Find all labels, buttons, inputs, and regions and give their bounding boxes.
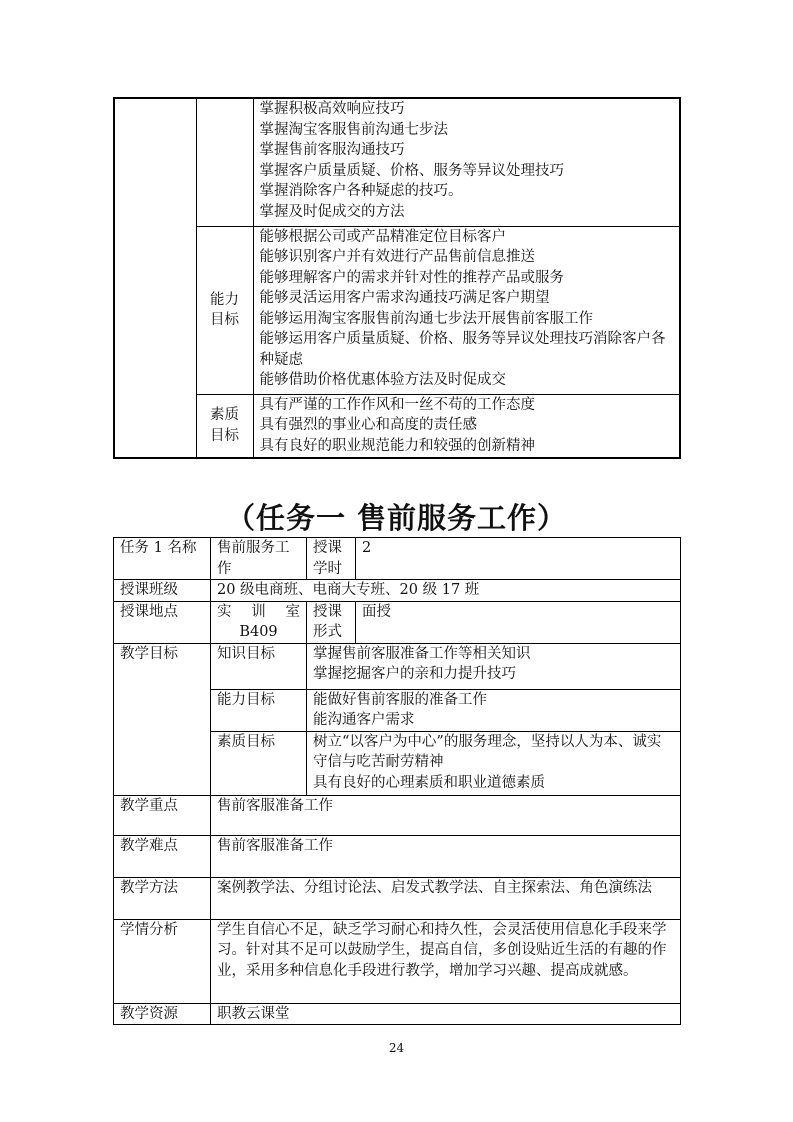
lesson-plan-table [113,537,681,1025]
knowledge-item: 掌握客户质量质疑、价格、服务等异议处理技巧 [259,162,564,179]
key-points-value: 售前客服准备工作 [211,795,681,835]
objectives-blank-cell [114,98,196,458]
goals-label: 教学目标 [114,643,211,795]
quality-item: 具有良好的职业规范能力和较强的创新精神 [259,437,535,454]
objectives-table [113,97,681,459]
knowledge-label-cell [196,98,253,226]
ability-label-cell [196,226,253,394]
ability-item: 能够运用客户质量质疑、价格、服务等异议处理技巧消除客户各种疑虑 [259,331,666,368]
key-points-label: 教学重点 [114,795,211,835]
analysis-label: 学情分析 [114,919,211,1003]
resources-value: 职教云课堂 [211,1003,681,1025]
quality-label-line-1: 素质 [210,407,239,424]
location-value-line-1: 实训室 [217,603,300,620]
hours-label: 授课学时 [307,538,356,580]
quality-item: 具有严谨的工作作风和一丝不苟的工作态度 [259,396,535,413]
location-value [211,601,307,643]
form-value: 面授 [356,601,681,643]
knowledge-items-cell [253,98,680,226]
quality-item: 具有强烈的事业心和高度的责任感 [259,417,477,433]
quality-items-cell [253,394,680,458]
knowledge-item: 掌握积极高效响应技巧 [259,101,405,117]
methods-value: 案例教学法、分组讨论法、启发式教学法、自主探索法、角色演练法 [211,877,681,919]
quality-label-cell [196,394,253,458]
page-number: 24 [388,1041,405,1055]
quality-label-line-2: 目标 [210,427,239,444]
analysis-value: 学生自信心不足，缺乏学习耐心和持久性，会灵活使用信息化手段来学习。针对其不足可以鼓励学生，提高自信，多创设贴近生活的有趣的作业，采用多种信息化手段进行教学，增加学习兴趣、提高成就感。 [211,919,681,1003]
ability-goal: 能做好售前客服的准备工作 [313,691,487,708]
ability-label-line-1: 能力 [210,291,239,308]
location-label: 授课地点 [114,601,211,643]
task-name-label: 任务 1 名称 [114,538,211,580]
knowledge-item: 掌握淘宝客服售前沟通七步法 [259,121,448,138]
location-value-line-2: B409 [239,624,278,640]
class-value: 20 级电商班、电商大专班、20 级 17 班 [211,580,681,602]
ability-goals-cell [307,689,681,731]
knowledge-goals-cell [307,643,681,689]
quality-goal: 具有良好的心理素质和职业道德素质 [313,774,545,791]
ability-item: 能够识别客户并有效进行产品售前信息推送 [259,249,535,265]
task-name-value: 售前服务工作 [211,538,307,580]
quality-goals-cell [307,731,681,795]
ability-item: 能够根据公司或产品精准定位目标客户 [259,228,506,245]
knowledge-goal-label: 知识目标 [211,643,307,689]
knowledge-item: 掌握售前客服沟通技巧 [259,142,405,158]
ability-goal-label: 能力目标 [211,689,307,731]
methods-label: 教学方法 [114,877,211,919]
quality-goal: 树立“以客户为中心”的服务理念，坚持以人为本、诚实守信与吃苦耐劳精神 [313,733,662,770]
knowledge-item: 掌握消除客户各种疑虑的技巧。 [259,183,463,199]
ability-label-line-2: 目标 [210,312,239,328]
ability-items-cell [253,226,680,394]
quality-goal-label: 素质目标 [211,731,307,795]
ability-item: 能够灵活运用客户需求沟通技巧满足客户期望 [259,290,550,306]
class-label: 授课班级 [114,580,211,602]
difficulties-value: 售前客服准备工作 [211,835,681,877]
ability-item: 能够借助价格优惠体验方法及时促成交 [259,372,506,388]
knowledge-goal: 掌握售前客服准备工作等相关知识 [313,645,531,662]
hours-value: 2 [356,538,681,580]
task-title: （任务一 售前服务工作） [225,501,568,535]
difficulties-label: 教学难点 [114,835,211,877]
resources-label: 教学资源 [114,1003,211,1025]
ability-item: 能够理解客户的需求并针对性的推荐产品或服务 [259,269,564,286]
form-label: 授课形式 [307,601,356,643]
ability-item: 能够运用淘宝客服售前沟通七步法开展售前客服工作 [259,310,593,327]
knowledge-goal: 掌握挖掘客户的亲和力提升技巧 [313,666,516,682]
ability-goal: 能沟通客户需求 [313,712,415,728]
knowledge-item: 掌握及时促成交的方法 [259,203,405,220]
